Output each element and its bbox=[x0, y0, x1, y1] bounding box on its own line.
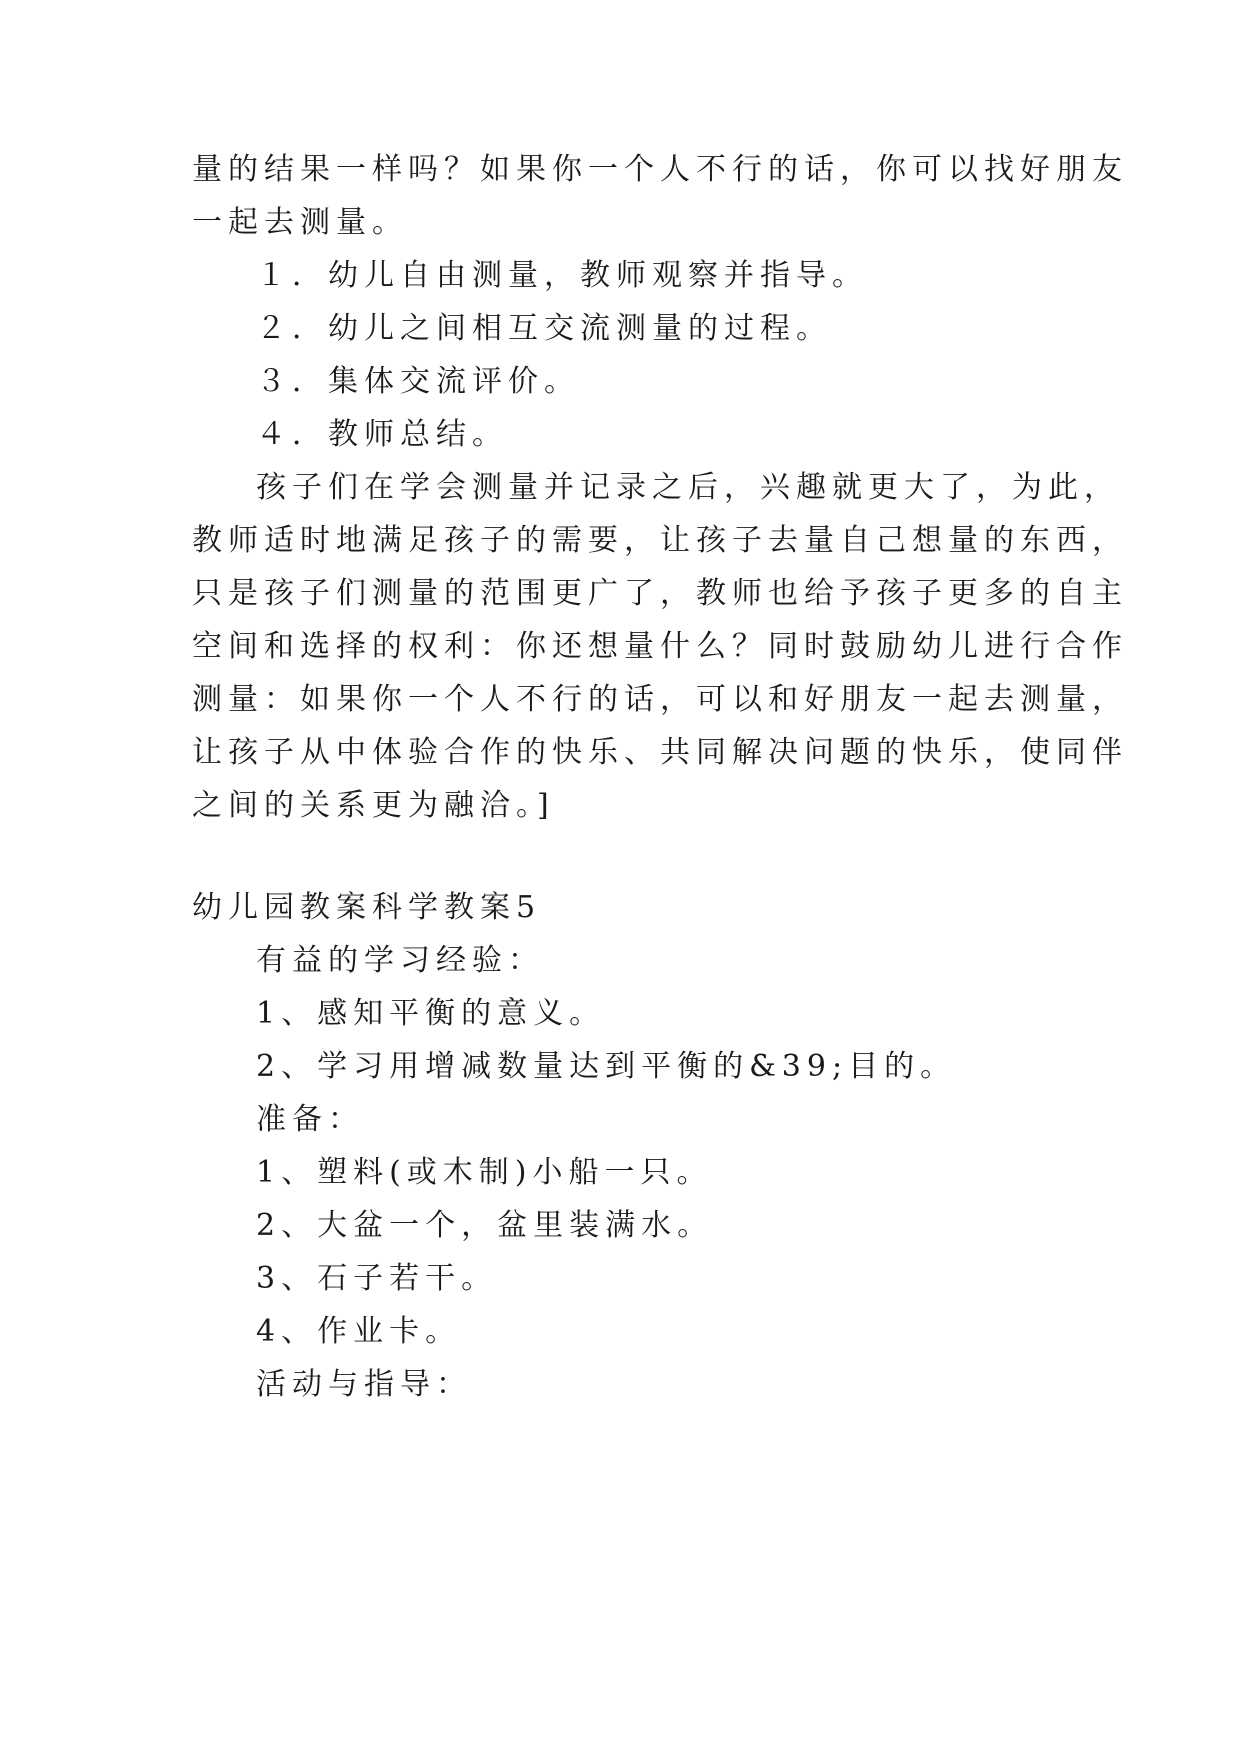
paragraph-line: 一起去测量。 bbox=[192, 205, 408, 240]
paragraph-line: 之间的关系更为融洽。] bbox=[192, 788, 555, 823]
paragraph-line: 让孩子从中体验合作的快乐、共同解决问题的快乐，使同伴 bbox=[192, 735, 1128, 770]
subheading: 准备： bbox=[256, 1102, 364, 1137]
list-item: 3、石子若干。 bbox=[256, 1261, 498, 1296]
paragraph-line: 只是孩子们测量的范围更广了，教师也给予孩子更多的自主 bbox=[192, 576, 1128, 611]
list-item: 1、感知平衡的意义。 bbox=[256, 996, 606, 1031]
list-item: 1、塑料(或木制)小船一只。 bbox=[256, 1155, 713, 1190]
list-item: ２．幼儿之间相互交流测量的过程。 bbox=[256, 311, 832, 346]
list-item: ３．集体交流评价。 bbox=[256, 364, 580, 399]
paragraph-line: 教师适时地满足孩子的需要，让孩子去量自己想量的东西， bbox=[192, 523, 1128, 558]
subheading: 有益的学习经验： bbox=[256, 943, 544, 978]
list-item: 2、学习用增减数量达到平衡的&39;目的。 bbox=[256, 1049, 957, 1084]
paragraph-line: 测量：如果你一个人不行的话，可以和好朋友一起去测量， bbox=[192, 682, 1128, 717]
section-heading: 幼儿园教案科学教案5 bbox=[192, 890, 542, 925]
list-item: ４．教师总结。 bbox=[256, 417, 508, 452]
paragraph-line: 量的结果一样吗？如果你一个人不行的话，你可以找好朋友 bbox=[192, 152, 1128, 187]
paragraph-line: 空间和选择的权利：你还想量什么？同时鼓励幼儿进行合作 bbox=[192, 629, 1128, 664]
paragraph-line: 孩子们在学会测量并记录之后，兴趣就更大了，为此， bbox=[256, 470, 1120, 505]
list-item: 4、作业卡。 bbox=[256, 1314, 462, 1349]
subheading: 活动与指导： bbox=[256, 1367, 472, 1402]
list-item: 2、大盆一个，盆里装满水。 bbox=[256, 1208, 714, 1243]
list-item: １．幼儿自由测量，教师观察并指导。 bbox=[256, 258, 868, 293]
